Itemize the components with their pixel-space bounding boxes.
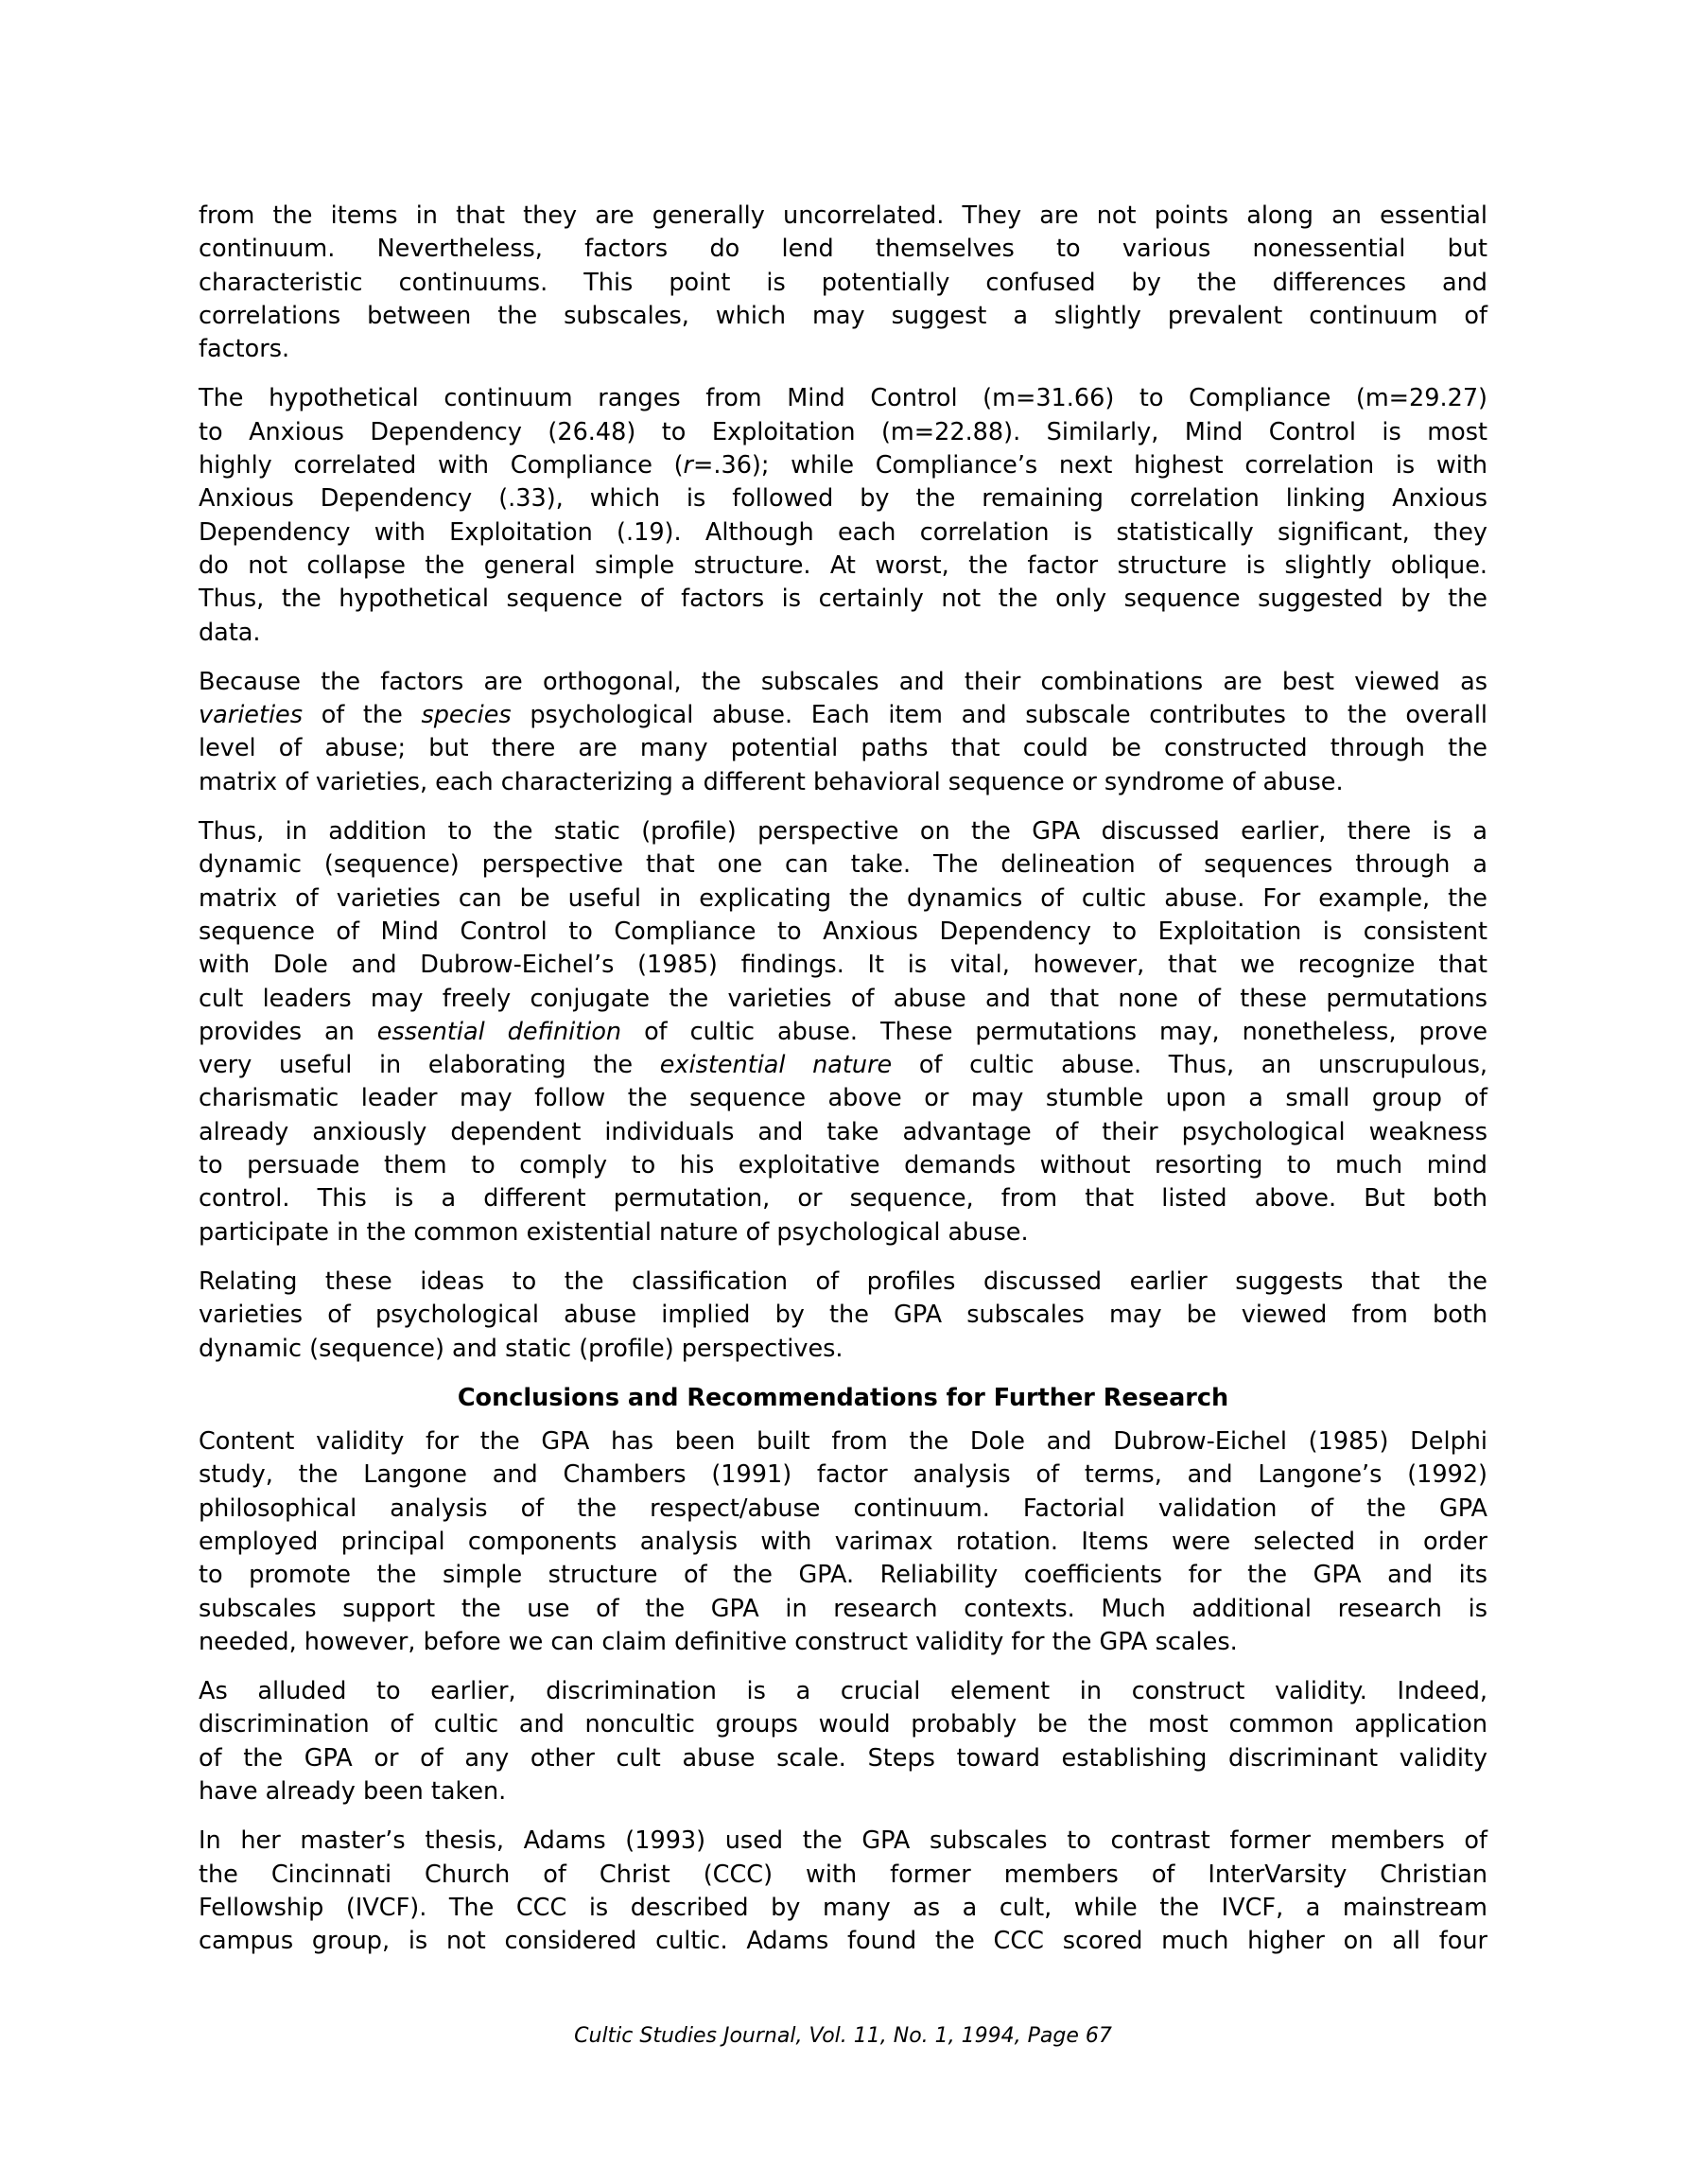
text-line xyxy=(199,300,1487,333)
paragraph xyxy=(199,1266,1487,1366)
text-line xyxy=(199,1082,1487,1115)
text-line xyxy=(199,1626,1487,1659)
text-line xyxy=(199,1593,1487,1626)
text-line xyxy=(199,1526,1487,1559)
paragraph xyxy=(199,666,1487,799)
text-run: sequence of Mind Control to Compliance to Anxious Dependency to Exploitation is consistent xyxy=(199,917,1487,946)
paragraph xyxy=(199,200,1487,366)
text-line xyxy=(199,482,1487,515)
text-line xyxy=(199,766,1487,799)
text-line xyxy=(199,267,1487,300)
text-run: Relating these ideas to the classification of profiles discussed earlier suggests that the xyxy=(199,1267,1487,1296)
paragraph xyxy=(199,815,1487,1249)
page-footer: Cultic Studies Journal, Vol. 11, No. 1, 1994, Page 67 xyxy=(574,2024,1112,2048)
text-line xyxy=(199,1825,1487,1858)
text-line xyxy=(199,1559,1487,1592)
italic-text: r xyxy=(683,451,694,480)
text-line xyxy=(199,1116,1487,1149)
text-line xyxy=(199,1493,1487,1526)
section-heading: Conclusions and Recommendations for Further Research xyxy=(457,1383,1229,1412)
text-line xyxy=(199,916,1487,949)
text-line xyxy=(199,882,1487,916)
text-line xyxy=(199,617,1487,650)
text-run: characteristic continuums. This point is potentially confused by the differences and xyxy=(199,268,1487,297)
text-line xyxy=(199,1742,1487,1775)
text-run: discrimination of cultic and noncultic groups would probably be the most common application xyxy=(199,1710,1487,1739)
paragraph xyxy=(199,1825,1487,1958)
text-line xyxy=(199,1892,1487,1925)
text-run: very useful in elaborating the xyxy=(199,1051,660,1080)
text-run: Content validity for the GPA has been built from the Dole and Dubrow-Eichel (1985) Delphi xyxy=(199,1427,1487,1457)
text-run: to persuade them to comply to his exploitative demands without resorting to much mind xyxy=(199,1151,1487,1180)
text-line xyxy=(199,732,1487,765)
text-run: matrix of varieties can be useful in explicating the dynamics of cultic abuse. For example, the xyxy=(199,883,1487,913)
text-line xyxy=(199,583,1487,616)
text-run: Thus, the hypothetical sequence of factors is certainly not the only sequence suggested by the xyxy=(199,585,1487,614)
text-run: already anxiously dependent individuals and take advantage of their psychological weakness xyxy=(199,1117,1487,1146)
text-line xyxy=(199,233,1487,266)
text-run: dynamic (sequence) and static (profile) perspectives. xyxy=(199,1334,844,1363)
text-run: correlations between the subscales, which may suggest a slightly prevalent continuum of xyxy=(199,301,1487,330)
text-run: continuum. Nevertheless, factors do lend themselves to various nonessential but xyxy=(199,235,1487,264)
text-run: to Anxious Dependency (26.48) to Exploitation (m=22.88). Similarly, Mind Control is most xyxy=(199,417,1487,446)
text-run: of cultic abuse. These permutations may, nonetheless, prove xyxy=(621,1017,1488,1046)
text-line xyxy=(199,949,1487,982)
paragraphs-after-heading xyxy=(199,1425,1487,1958)
text-line xyxy=(199,449,1487,482)
text-line xyxy=(199,200,1487,233)
text-line xyxy=(199,1266,1487,1299)
italic-text: existential nature xyxy=(659,1051,893,1080)
text-run: Because the factors are orthogonal, the subscales and their combinations are best viewed as xyxy=(199,667,1487,696)
text-run: =.36); while Compliance’s next highest correlation is with xyxy=(693,451,1488,480)
text-run: Anxious Dependency (.33), which is followed by the remaining correlation linking Anxious xyxy=(199,484,1487,514)
text-run: of the xyxy=(303,701,422,730)
text-line xyxy=(199,1708,1487,1741)
text-line xyxy=(199,1925,1487,1958)
text-run: cult leaders may freely conjugate the varieties of abuse and that none of these permutations xyxy=(199,984,1487,1013)
text-run: factors. xyxy=(199,335,290,364)
text-line xyxy=(199,516,1487,550)
text-run: of cultic abuse. Thus, an unscrupulous, xyxy=(892,1051,1487,1080)
text-line xyxy=(199,1299,1487,1332)
text-run: needed, however, before we can claim definitive construct validity for the GPA scales. xyxy=(199,1627,1238,1656)
paragraph xyxy=(199,1675,1487,1808)
text-run: of the GPA or of any other cult abuse scale. Steps toward establishing discriminant validity xyxy=(199,1743,1487,1773)
text-run: to promote the simple structure of the GPA. Reliability coefficients for the GPA and its xyxy=(199,1561,1487,1590)
text-line xyxy=(199,382,1487,415)
text-line xyxy=(199,416,1487,449)
text-run: data. xyxy=(199,618,261,647)
text-line xyxy=(199,699,1487,732)
text-line xyxy=(199,1425,1487,1459)
text-run: participate in the common existential nature of psychological abuse. xyxy=(199,1217,1029,1247)
text-line xyxy=(199,815,1487,848)
text-run: Fellowship (IVCF). The CCC is described by many as a cult, while the IVCF, a mainstream xyxy=(199,1893,1487,1922)
text-run: level of abuse; but there are many potential paths that could be constructed through the xyxy=(199,734,1487,763)
text-run: Thus, in addition to the static (profile) perspective on the GPA discussed earlier, there is a xyxy=(199,817,1487,847)
text-line xyxy=(199,666,1487,699)
paragraph xyxy=(199,382,1487,649)
text-run: Dependency with Exploitation (.19). Although each correlation is statistically significant, they xyxy=(199,517,1487,547)
text-line xyxy=(199,1859,1487,1892)
paragraphs-before-heading xyxy=(199,200,1487,1366)
text-run: charismatic leader may follow the sequence above or may stumble upon a small group of xyxy=(199,1084,1487,1113)
text-run: control. This is a different permutation, or sequence, from that listed above. But both xyxy=(199,1184,1487,1214)
text-run: As alluded to earlier, discrimination is a crucial element in construct validity. Indeed, xyxy=(199,1677,1487,1706)
italic-text: essential definition xyxy=(376,1017,622,1046)
text-run: have already been taken. xyxy=(199,1777,507,1807)
text-run: dynamic (sequence) perspective that one can take. The delineation of sequences through a xyxy=(199,850,1487,880)
text-line xyxy=(199,1182,1487,1215)
text-run: campus group, is not considered cultic. Adams found the CCC scored much higher on all four xyxy=(199,1927,1487,1956)
text-run: psychological abuse. Each item and subscale contributes to the overall xyxy=(511,701,1487,730)
text-line xyxy=(199,1016,1487,1049)
italic-text: species xyxy=(421,701,512,730)
text-run: matrix of varieties, each characterizing a different behavioral sequence or syndrome of abuse. xyxy=(199,767,1344,796)
text-line xyxy=(199,333,1487,366)
text-run: from the items in that they are generally uncorrelated. They are not points along an essential xyxy=(199,201,1487,230)
text-run: varieties of psychological abuse implied by the GPA subscales may be viewed from both xyxy=(199,1301,1487,1330)
text-run: The hypothetical continuum ranges from Mind Control (m=31.66) to Compliance (m=29.27) xyxy=(199,384,1487,413)
text-line xyxy=(199,1149,1487,1182)
text-line xyxy=(199,983,1487,1016)
text-run: subscales support the use of the GPA in research contexts. Much additional research is xyxy=(199,1594,1487,1623)
text-run: the Cincinnati Church of Christ (CCC) with former members of InterVarsity Christian xyxy=(199,1860,1487,1889)
paragraph xyxy=(199,1425,1487,1659)
text-line xyxy=(199,1049,1487,1082)
text-run: In her master’s thesis, Adams (1993) used the GPA subscales to contrast former members of xyxy=(199,1826,1487,1856)
text-run: employed principal components analysis with varimax rotation. Items were selected in order xyxy=(199,1527,1487,1556)
text-run: provides an xyxy=(199,1017,377,1046)
italic-text: varieties xyxy=(199,701,304,730)
text-line xyxy=(199,1775,1487,1808)
text-line xyxy=(199,1216,1487,1249)
text-run: with Dole and Dubrow-Eichel’s (1985) findings. It is vital, however, that we recognize that xyxy=(199,951,1487,980)
text-run: do not collapse the general simple structure. At worst, the factor structure is slightly oblique. xyxy=(199,550,1487,580)
text-run: highly correlated with Compliance ( xyxy=(199,451,684,480)
body-text-column xyxy=(199,200,1487,1975)
text-line xyxy=(199,848,1487,882)
text-run: study, the Langone and Chambers (1991) factor analysis of terms, and Langone’s (1992) xyxy=(199,1460,1487,1490)
text-line xyxy=(199,1333,1487,1366)
text-line xyxy=(199,1459,1487,1492)
text-line xyxy=(199,550,1487,583)
text-run: philosophical analysis of the respect/abuse continuum. Factorial validation of the GPA xyxy=(199,1494,1487,1523)
text-line xyxy=(199,1675,1487,1708)
